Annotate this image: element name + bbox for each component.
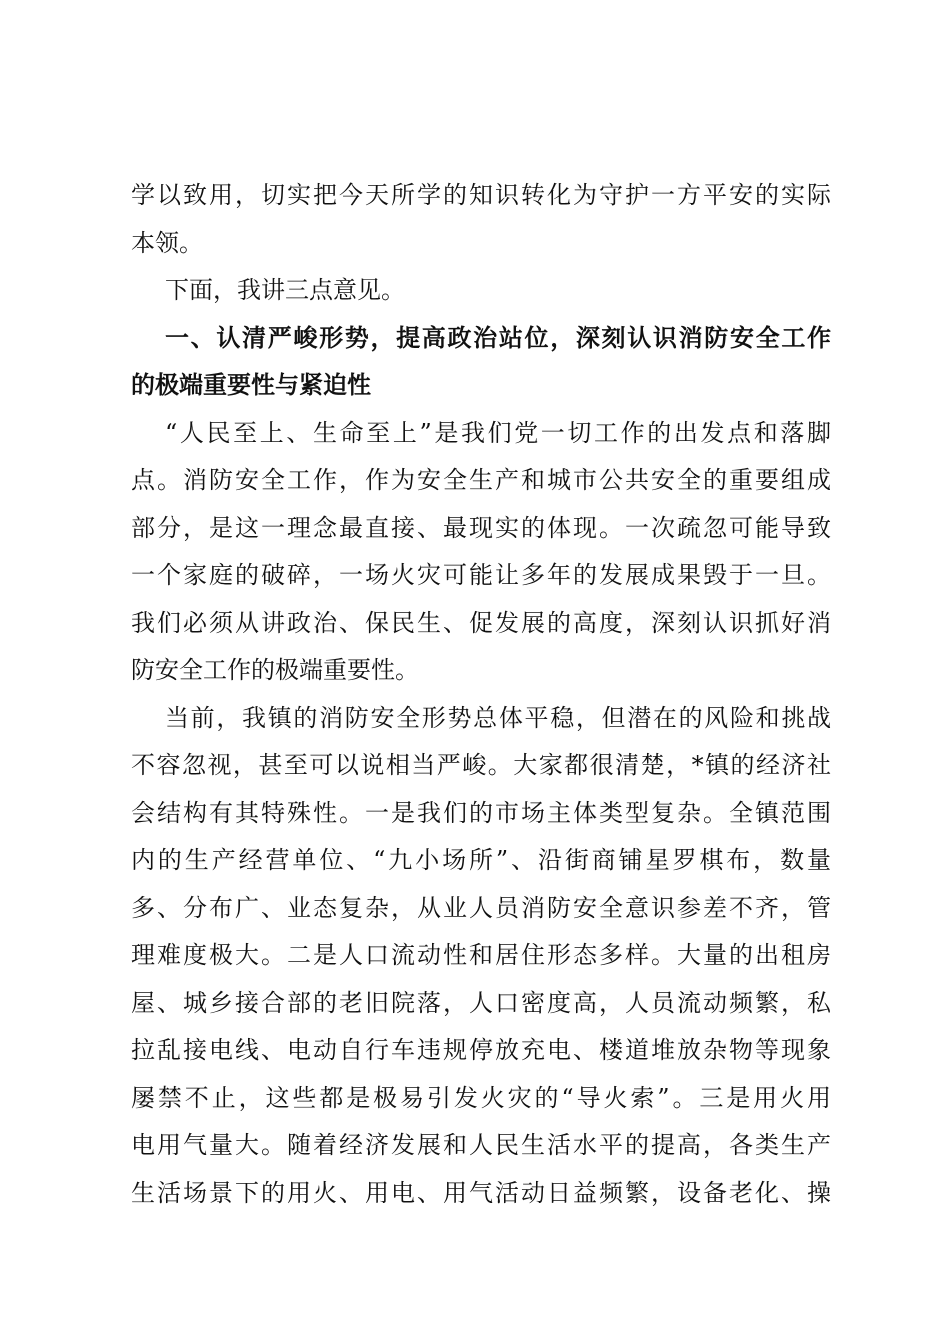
paragraph-people-first	[131, 410, 831, 695]
text-line: 会结构有其特殊性。一是我们的市场主体类型复杂。全镇范围	[131, 798, 831, 827]
text-line: “人民至上、生命至上”是我们党一切工作的出发点和落脚	[165, 418, 831, 447]
text-line: 我们必须从讲政治、保民生、促发展的高度，深刻认识抓好消	[131, 608, 831, 637]
text-line: 本领。	[131, 228, 203, 257]
text-line: 拉乱接电线、电动自行车违规停放充电、楼道堆放杂物等现象	[131, 1036, 831, 1064]
text-line: 学以致用，切实把今天所学的知识转化为守护一方平安的实际	[131, 181, 831, 209]
text-line: 点。消防安全工作，作为安全生产和城市公共安全的重要组成	[131, 466, 831, 494]
paragraph-transition	[131, 267, 831, 315]
text-line: 当前，我镇的消防安全形势总体平稳，但潜在的风险和挑战	[165, 703, 831, 732]
paragraph-intro-continuation	[131, 172, 831, 267]
text-line: 屡禁不止，这些都是极易引发火灾的“导火索”。三是用火用	[131, 1083, 831, 1112]
paragraph-current-situation	[131, 695, 831, 1218]
document-body	[131, 172, 831, 1217]
text-line: 部分，是这一理念最直接、最现实的体现。一次疏忽可能导致	[131, 513, 831, 542]
text-line: 理难度极大。二是人口流动性和居住形态多样。大量的出租房	[131, 941, 831, 969]
text-line: 屋、城乡接合部的老旧院落，人口密度高，人员流动频繁，私	[131, 988, 831, 1017]
text-line: 防安全工作的极端重要性。	[131, 656, 419, 684]
text-line: 内的生产经营单位、“九小场所”、沿街商铺星罗棋布，数量	[131, 846, 831, 874]
section-heading-one	[131, 315, 831, 410]
text-line: 一个家庭的破碎，一场火灾可能让多年的发展成果毁于一旦。	[131, 561, 831, 589]
text-line: 电用气量大。随着经济发展和人民生活水平的提高，各类生产	[131, 1131, 831, 1159]
heading-line: 一、认清严峻形势，提高政治站位，深刻认识消防安全工作	[165, 323, 831, 352]
text-line: 生活场景下的用火、用电、用气活动日益频繁，设备老化、操	[131, 1178, 831, 1207]
text-line: 多、分布广、业态复杂，从业人员消防安全意识参差不齐，管	[131, 893, 831, 922]
text-line: 下面，我讲三点意见。	[165, 276, 405, 304]
text-line: 不容忽视，甚至可以说相当严峻。大家都很清楚，*镇的经济社	[131, 751, 831, 779]
heading-line: 的极端重要性与紧迫性	[131, 371, 371, 399]
